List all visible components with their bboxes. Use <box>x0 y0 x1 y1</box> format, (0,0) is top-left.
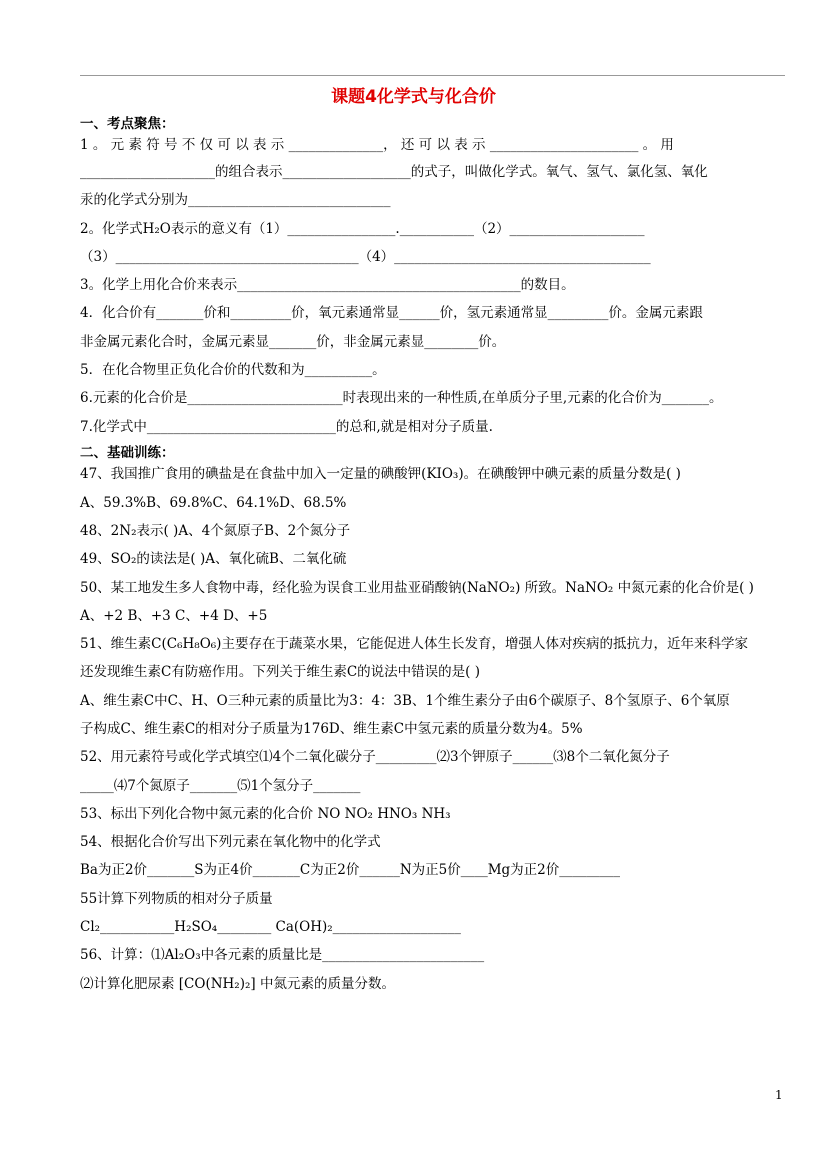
text-line: 1 。 元 素 符 号 不 仅 可 以 表 示 ______________， 还 可 以 表 示 ______________________ 。 用 <box>80 137 674 153</box>
text-line: 48、2N₂表示( )A、4个氮原子B、2个氮分子 <box>80 523 351 539</box>
text-line: 4．化合价有_______价和_________价，氧元素通常显______价，氢元素通常显_________价。金属元素跟 <box>80 305 703 321</box>
text-line: 52、用元素符号或化学式填空⑴4个二氧化碳分子_________⑵3个钾原子______⑶8个二氧化氮分子 <box>80 749 670 765</box>
text-line: 还发现维生素C有防癌作用。下列关于维生素C的说法中错误的是( ) <box>80 664 480 680</box>
text-line: 55计算下列物质的相对分子质量 <box>80 891 273 907</box>
text-line: 5．在化合物里正负化合价的代数和为__________。 <box>80 362 386 378</box>
text-line: Cl₂___________H₂SO₄________ Ca(OH)₂___________________ <box>80 919 461 935</box>
text-line: 54、根据化合价写出下列元素在氧化物中的化学式 <box>80 834 381 850</box>
text-line: 7.化学式中____________________________的总和,就是相对分子质量. <box>80 419 493 435</box>
text-line: 47、我国推广食用的碘盐是在食盐中加入一定量的碘酸钾(KIO₃)。在碘酸钾中碘元素的质量分数是( ) <box>80 466 681 482</box>
page-title: 课题4化学式与化合价 <box>331 87 496 107</box>
text-line: 49、SO₂的读法是( )A、氧化硫B、二氧化硫 <box>80 551 347 567</box>
text-line: ⑵计算化肥尿素 [CO(NH₂)₂] 中氮元素的质量分数。 <box>80 976 395 992</box>
section-heading: 一、考点聚焦： <box>80 116 175 132</box>
text-line: 2。化学式H₂O表示的意义有（1）________________.___________（2）____________________ <box>80 221 645 237</box>
text-line: A、+2 B、+3 C、+4 D、+5 <box>80 608 268 624</box>
text-line: 53、标出下列化合物中氮元素的化合价 NO NO₂ HNO₃ NH₃ <box>80 806 451 822</box>
section-heading: 二、基础训练： <box>80 445 175 461</box>
text-line: 非金属元素化合时，金属元素显_______价，非金属元素显________价。 <box>80 334 506 350</box>
text-line: （3）____________________________________（4）______________________________________ <box>80 249 651 265</box>
text-line: _____⑷7个氮原子_______⑸1个氢分子_______ <box>80 778 361 794</box>
text-line: A、维生素C中C、H、O三种元素的质量比为3：4：3B、1个维生素分子由6个碳原子、8个氢原子、6个氧原 <box>80 693 730 709</box>
text-line: 50、某工地发生多人食物中毒，经化验为误食工业用盐亚硝酸钠(NaNO₂) 所致。NaNO₂ 中氮元素的化合价是( ) <box>80 580 754 596</box>
text-line: 3。化学上用化合价来表示__________________________________________的数目。 <box>80 277 575 293</box>
text-line: 56、计算：⑴Al₂O₃中各元素的质量比是________________________ <box>80 947 485 963</box>
text-line: 6.元素的化合价是_______________________时表现出来的一种性质,在单质分子里,元素的化合价为_______。 <box>80 390 723 406</box>
text-line: ____________________的组合表示___________________的式子，叫做化学式。氧气、氢气、氯化氢、氧化 <box>80 164 708 180</box>
text-line: 子构成C、维生素C的相对分子质量为176D、维生素C中氢元素的质量分数为4。5% <box>80 721 583 737</box>
text-line: 51、维生素C(C₆H₈O₆)主要存在于蔬菜水果，它能促进人体生长发育，增强人体对疾病的抵抗力，近年来科学家 <box>80 636 748 652</box>
page-number: 1 <box>775 1088 783 1102</box>
header-rule <box>80 75 785 76</box>
text-line: A、59.3%B、69.8%C、64.1%D、68.5% <box>80 495 347 511</box>
text-line: Ba为正2价_______S为正4价_______C为正2价______N为正5价____Mg为正2价_________ <box>80 862 621 878</box>
text-line: 汞的化学式分别为______________________________ <box>80 192 391 208</box>
